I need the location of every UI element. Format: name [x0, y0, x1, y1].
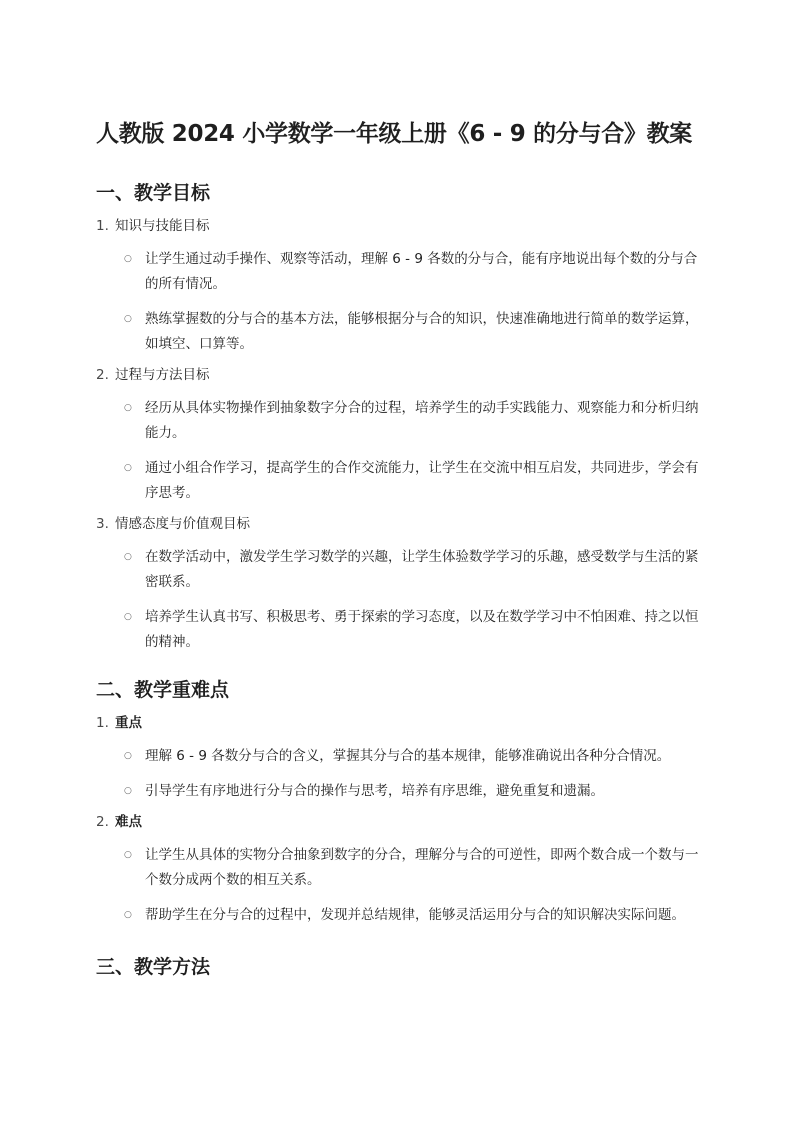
list-item-label: 知识与技能目标: [115, 218, 210, 234]
bullet-text: 让学生通过动手操作、观察等活动，理解 6 - 9 各数的分与合，能有序地说出每个数的分与合的所有情况。: [145, 251, 698, 292]
bullet-item: [96, 744, 700, 769]
document-page: [96, 116, 700, 982]
bullet-item: [96, 545, 700, 595]
list-item-label: 过程与方法目标: [115, 367, 210, 383]
list-item: [96, 514, 700, 655]
list-item-label: 难点: [115, 814, 142, 830]
hollow-circle-bullet-icon: ○: [124, 751, 132, 761]
key-points-list: [96, 713, 700, 928]
bullet-item: [96, 903, 700, 928]
section-title-teaching-methods: 三、教学方法: [96, 956, 211, 978]
bullet-text: 培养学生认真书写、积极思考、勇于探索的学习态度，以及在数学学习中不怕困难、持之以恒的精神。: [145, 609, 699, 650]
bullet-text: 让学生从具体的实物分合抽象到数字的分合，理解分与合的可逆性，即两个数合成一个数与一个数分成两个数的相互关系。: [145, 847, 699, 888]
bullet-item: [96, 247, 700, 297]
sub-bullet-list: [96, 744, 700, 804]
hollow-circle-bullet-icon: ○: [124, 314, 132, 324]
bullet-item: [96, 605, 700, 655]
hollow-circle-bullet-icon: ○: [124, 403, 132, 413]
bullet-item: [96, 843, 700, 893]
sub-bullet-list: [96, 247, 700, 357]
list-item: [96, 365, 700, 506]
bullet-text: 熟练掌握数的分与合的基本方法，能够根据分与合的知识，快速准确地进行简单的数学运算，如填空、口算等。: [145, 311, 699, 352]
section-title-teaching-objectives: 一、教学目标: [96, 182, 211, 204]
sub-bullet-list: [96, 545, 700, 655]
bullet-text: 通过小组合作学习，提高学生的合作交流能力，让学生在交流中相互启发，共同进步，学会有序思考。: [145, 460, 699, 501]
list-number: 2.: [96, 814, 109, 830]
bullet-text: 帮助学生在分与合的过程中，发现并总结规律，能够灵活运用分与合的知识解决实际问题。: [145, 907, 685, 923]
hollow-circle-bullet-icon: ○: [124, 612, 132, 622]
hollow-circle-bullet-icon: ○: [124, 910, 132, 920]
list-item: [96, 713, 700, 804]
section-title-key-and-difficult-points: 二、教学重难点: [96, 679, 230, 701]
hollow-circle-bullet-icon: ○: [124, 463, 132, 473]
bullet-text: 在数学活动中，激发学生学习数学的兴趣，让学生体验数学学习的乐趣，感受数学与生活的紧密联系。: [145, 549, 699, 590]
list-item-label: 情感态度与价值观目标: [115, 516, 250, 532]
bullet-item: [96, 307, 700, 357]
hollow-circle-bullet-icon: ○: [124, 552, 132, 562]
list-number: 1.: [96, 715, 109, 731]
list-number: 2.: [96, 367, 109, 383]
list-number: 3.: [96, 516, 109, 532]
bullet-text: 经历从具体实物操作到抽象数字分合的过程，培养学生的动手实践能力、观察能力和分析归纳能力。: [145, 400, 699, 441]
bullet-item: [96, 396, 700, 446]
list-item: [96, 812, 700, 928]
list-item: [96, 216, 700, 357]
sub-bullet-list: [96, 396, 700, 506]
hollow-circle-bullet-icon: ○: [124, 850, 132, 860]
bullet-text: 引导学生有序地进行分与合的操作与思考，培养有序思维，避免重复和遗漏。: [145, 783, 604, 799]
document-title: 人教版 2024 小学数学一年级上册《6 - 9 的分与合》教案: [96, 121, 693, 147]
bullet-item: [96, 456, 700, 506]
bullet-text: 理解 6 - 9 各数分与合的含义，掌握其分与合的基本规律，能够准确说出各种分合情况。: [145, 748, 671, 764]
hollow-circle-bullet-icon: ○: [124, 254, 132, 264]
bullet-item: [96, 779, 700, 804]
hollow-circle-bullet-icon: ○: [124, 786, 132, 796]
teaching-objectives-list: [96, 216, 700, 655]
sub-bullet-list: [96, 843, 700, 928]
list-item-label: 重点: [115, 715, 142, 731]
list-number: 1.: [96, 218, 109, 234]
